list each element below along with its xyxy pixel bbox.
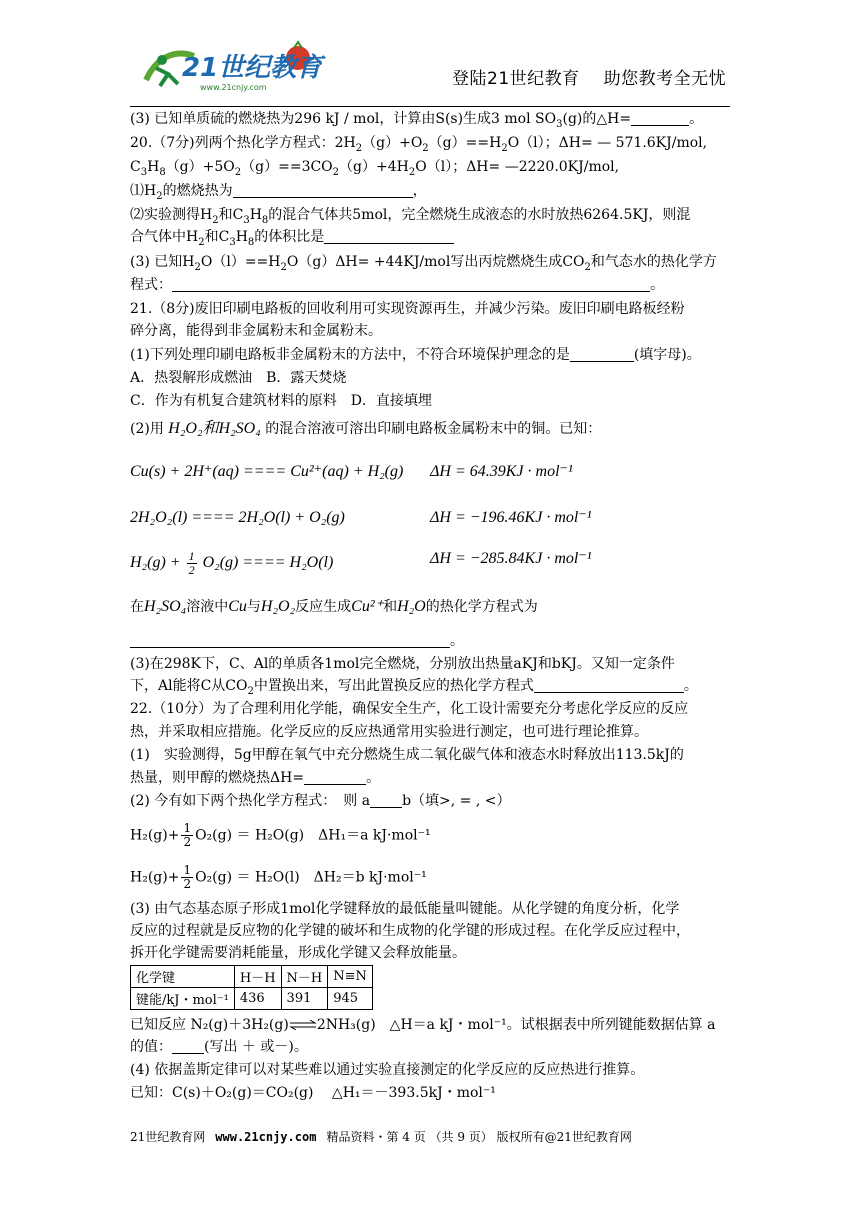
text: H₂(g)+ [130,827,180,844]
text: (填字母)。 [633,347,701,363]
text: 已知反应 N₂(g)＋3H₂(g) [130,1017,289,1033]
text: 的混合溶液可溶出印刷电路板金属粉末中的铜。已知： [265,421,602,437]
header-rule [130,106,730,107]
text: （g）+O [362,135,423,151]
text: C [130,159,141,175]
site-logo[interactable] [138,40,328,100]
q21-2-blank-line [130,632,464,650]
table-cell: N≡N [328,966,373,988]
fraction: $\frac{1}{2}$ [183,863,192,891]
formula: H₂O₂和H₂SO₄ [168,420,261,437]
text: ⑵实验测得H [130,207,213,223]
text: H [147,159,160,175]
table-row [131,988,373,1010]
q22-2-line [130,792,510,810]
text: (3) 已知H [130,254,195,270]
fraction: $\frac{1}{2}$ [183,821,192,849]
q22-1-line-1: (1) 实验测得，5g甲醇在氧气中充分燃烧生成二氧化碳气体和液态水时释放出113.5kJ的 [130,747,684,763]
table-cell: 945 [328,988,373,1010]
text: 在 [130,599,144,615]
table-cell: N－H [281,966,328,988]
text: （g）==3CO [241,159,333,175]
equation-1 [130,463,403,481]
page-footer [130,1128,632,1145]
q22-4-known: 已知：C(s)＋O₂(g)＝CO₂(g) △H₁＝－393.5kJ・mol⁻¹ [130,1085,496,1101]
equation-3 [130,550,333,577]
text: 的混合气体共5mol，完全燃烧生成液态的水时放热6264.5KJ，则混 [268,207,691,223]
text: O（g）ΔH= +44KJ/mol写出丙烷燃烧生成CO [286,254,585,270]
q21-1-line [130,346,701,364]
q19-3-line [130,110,703,128]
answer-blank[interactable] [534,678,684,693]
answer-blank[interactable] [304,770,366,785]
table-cell: 436 [234,988,281,1010]
fraction: $\frac{1}{2}$ [188,549,195,577]
text: O（l）；ΔH= —2220.0KJ/mol, [415,159,620,175]
q22-line-1: 22.（10分）为了合理利用化学能，确保安全生产，化工设计需要充分考虑化学反应的反应 [130,701,689,717]
equation-1-dh: ΔH = 64.39KJ · mol⁻¹ [430,463,573,480]
q22-3-reaction [130,1016,716,1034]
sub: 3 [556,118,563,130]
q20-3-line-2 [130,276,664,294]
q20-3-line-1: (3) 已知$H_2O(l)==H_2O(g)\Delta H= +44KJ/mol$写出丙烷燃烧生成$CO_2$和气态水的热化学方 [130,254,717,273]
text: H₂(g)+ [130,869,180,886]
text: (写出 ＋ 或－)。 [204,1039,308,1055]
formula: H₂SO₄ [144,598,187,615]
slogan-left: 登陆21世纪教育 [452,69,580,89]
text: (2)用 [130,421,164,437]
q21-line-2: 碎分离，能得到非金属粉末和金属粉末。 [130,323,382,339]
q20-1-line: $⑴H_2$的燃烧热为 ， [130,183,427,202]
text: b（填>, = , <） [402,793,511,809]
text: 的值： [130,1039,172,1055]
text: H [249,207,262,223]
formula: Cu [228,598,247,615]
q21-2-line [130,420,601,438]
answer-blank[interactable] [172,1039,204,1054]
q22-4-line: (4) 依据盖斯定律可以对某些难以通过实验直接测定的化学反应的反应热进行推算。 [130,1062,645,1078]
table-cell: 键能/kJ・mol⁻¹ [131,988,235,1010]
text: （g）==H [428,135,502,151]
formula: H₂O₂ [260,598,296,615]
text: O（l）；ΔH= — 571.6KJ/mol, [507,135,708,151]
text: 和气态水的热化学方 [590,254,717,270]
q21-line-1: 21.（8分)废旧印刷电路板的回收利用可实现资源再生，并减少污染。废旧印刷电路板经粉 [130,301,685,317]
text: 的体积比是 [254,229,325,245]
text: 。 [366,770,381,786]
text: 20.（7分)列两个热化学方程式：2H [130,135,356,151]
q22-1-line-2 [130,769,380,787]
table-header-row [131,966,373,988]
text: （g）+5O [165,159,235,175]
answer-blank[interactable] [130,633,450,648]
logo-text: 21世纪教育 [182,53,323,83]
answer-blank[interactable] [172,277,650,292]
text: H [235,229,248,245]
formula: H₂O [397,598,426,615]
text: 合气体中H [130,229,199,245]
text: 和 [383,599,398,615]
text: H₂(g) + [130,554,181,572]
text: 热量，则甲醇的燃烧热ΔH= [130,770,305,786]
q21-3-line-2: 下，Al能将C从$CO_2$中置换出来，写出此置换反应的热化学方程式 。 [130,678,698,697]
text: 和C [204,229,230,245]
text: 中置换出来，写出此置换反应的热化学方程式 [253,678,534,694]
q22-3-line-1: (3) 由气态基态原子形成1mol化学键释放的最低能量叫键能。从化学键的角度分析，化学 [130,901,680,917]
text: O₂(g) ==== H₂O(l) [202,554,334,572]
text: O（l）==H [200,254,281,270]
text: 的燃烧热为 [162,183,233,199]
equilibrium-arrow-icon [289,1020,317,1030]
footer-right: 精品资料・第 4 页 （共 9 页） 版权所有@21世纪教育网 [326,1130,632,1144]
text: O₂(g) ＝ H₂O(l) ΔH₂＝b kJ·mol⁻¹ [195,869,427,886]
q22-3-line-2: 反应的过程就是反应物的化学键的破坏和生成物的化学键的形成过程。在化学反应过程中， [130,923,690,939]
q21-3-line-1: (3)在298K下，C、Al的单质各1mol完全燃烧，分别放出热量aKJ和bKJ。又知一定条件 [130,656,675,672]
text: 。 [689,111,704,127]
text: ⑴H [130,183,157,199]
text: 。 [450,633,464,649]
q22-2-eq2 [130,864,427,891]
q20-2-line-2: 合气体中$H_2$和$C_3H_8$的体积比是 [130,228,454,246]
text: 2NH₃(g) △H＝a kJ・mol⁻¹。试根据表中所列键能数据估算 a [316,1017,716,1033]
text: 。 [683,678,698,694]
equation-2-dh: ΔH = −196.46KJ · mol⁻¹ [430,509,592,526]
answer-blank[interactable] [324,229,454,244]
text: 。 [650,277,664,293]
table-cell: H－H [234,966,281,988]
text: (1)下列处理印刷电路板非金属粉末的方法中，不符合环境保护理念的是 [130,347,570,363]
text: 溶液中 [186,599,229,615]
text: ， [412,183,427,199]
text: (3) 已知单质硫的燃烧热为296 kJ / mol，计算由S(s)生成3 mol SO [130,111,557,127]
text: 的热化学方程式为 [425,599,538,615]
text: 和C [218,207,244,223]
answer-blank[interactable] [370,793,402,808]
text: 与 [246,599,261,615]
equation-3-dh: ΔH = −285.84KJ · mol⁻¹ [430,550,592,567]
q22-3-ask [130,1038,308,1056]
logo-url: www.21cnjy.com [200,83,267,92]
table-cell: 化学键 [131,966,235,988]
text: (2) 今有如下两个热化学方程式： 则 a [130,793,371,809]
text: 反应生成 [295,599,352,615]
q22-line-2: 热，并采取相应措施。化学反应的反应热通常用实验进行测定，也可进行理论推算。 [130,724,648,740]
q21-options-cd: C．作为有机复合建筑材料的原料 D．直接填埋 [130,393,432,409]
q20-2-line-1: ⑵实验测得$H_2$和$C_3H_8$的混合气体共5mol，完全燃烧生成液态的水时放热6264.5KJ，则混 [130,207,691,226]
q22-2-eq1 [130,822,431,849]
q21-2-ask [130,598,538,616]
text: 程式： [130,277,172,293]
text: O₂(g) ＝ H₂O(g) ΔH₁＝a kJ·mol⁻¹ [195,827,431,844]
q21-options-ab: A．热裂解形成燃油 B．露天焚烧 [130,370,347,386]
q20-line-2: $C_3H_8(g)+5O_2(g)==3CO_2(g)+4H_2O(l)$；ΔH= —2220.0KJ/mol, [130,159,620,178]
equation-text: Cu(s) + 2H⁺(aq) ==== Cu²⁺(aq) + H₂(g) [130,463,404,480]
text: （g）+4H [339,159,409,175]
footer-left: 21世纪教育网 [130,1130,206,1144]
text: 下，Al能将C从CO [130,678,248,694]
answer-blank[interactable] [570,347,634,362]
slogan-right: 助您教考全无忧 [603,69,727,89]
q22-3-line-3: 拆开化学键需要消耗能量，形成化学键又会释放能量。 [130,945,466,961]
q20-line-1: 20.（7分)列两个热化学方程式：$2H_2(g)+O_2(g)==H_2O(l)$；ΔH= — 571.6KJ/mol, [130,135,708,154]
text: (g)的△H= [562,111,632,127]
footer-site-link[interactable]: www.21cnjy.com [215,1130,317,1144]
answer-blank[interactable] [233,183,413,198]
formula: Cu²⁺ [351,598,384,615]
equation-2: 2H₂O₂(l) ==== 2H₂O(l) + O₂(g) [130,509,345,526]
bond-energy-table [130,965,373,1010]
header-slogan [452,64,726,89]
answer-blank[interactable] [631,111,689,126]
table-cell: 391 [281,988,328,1010]
